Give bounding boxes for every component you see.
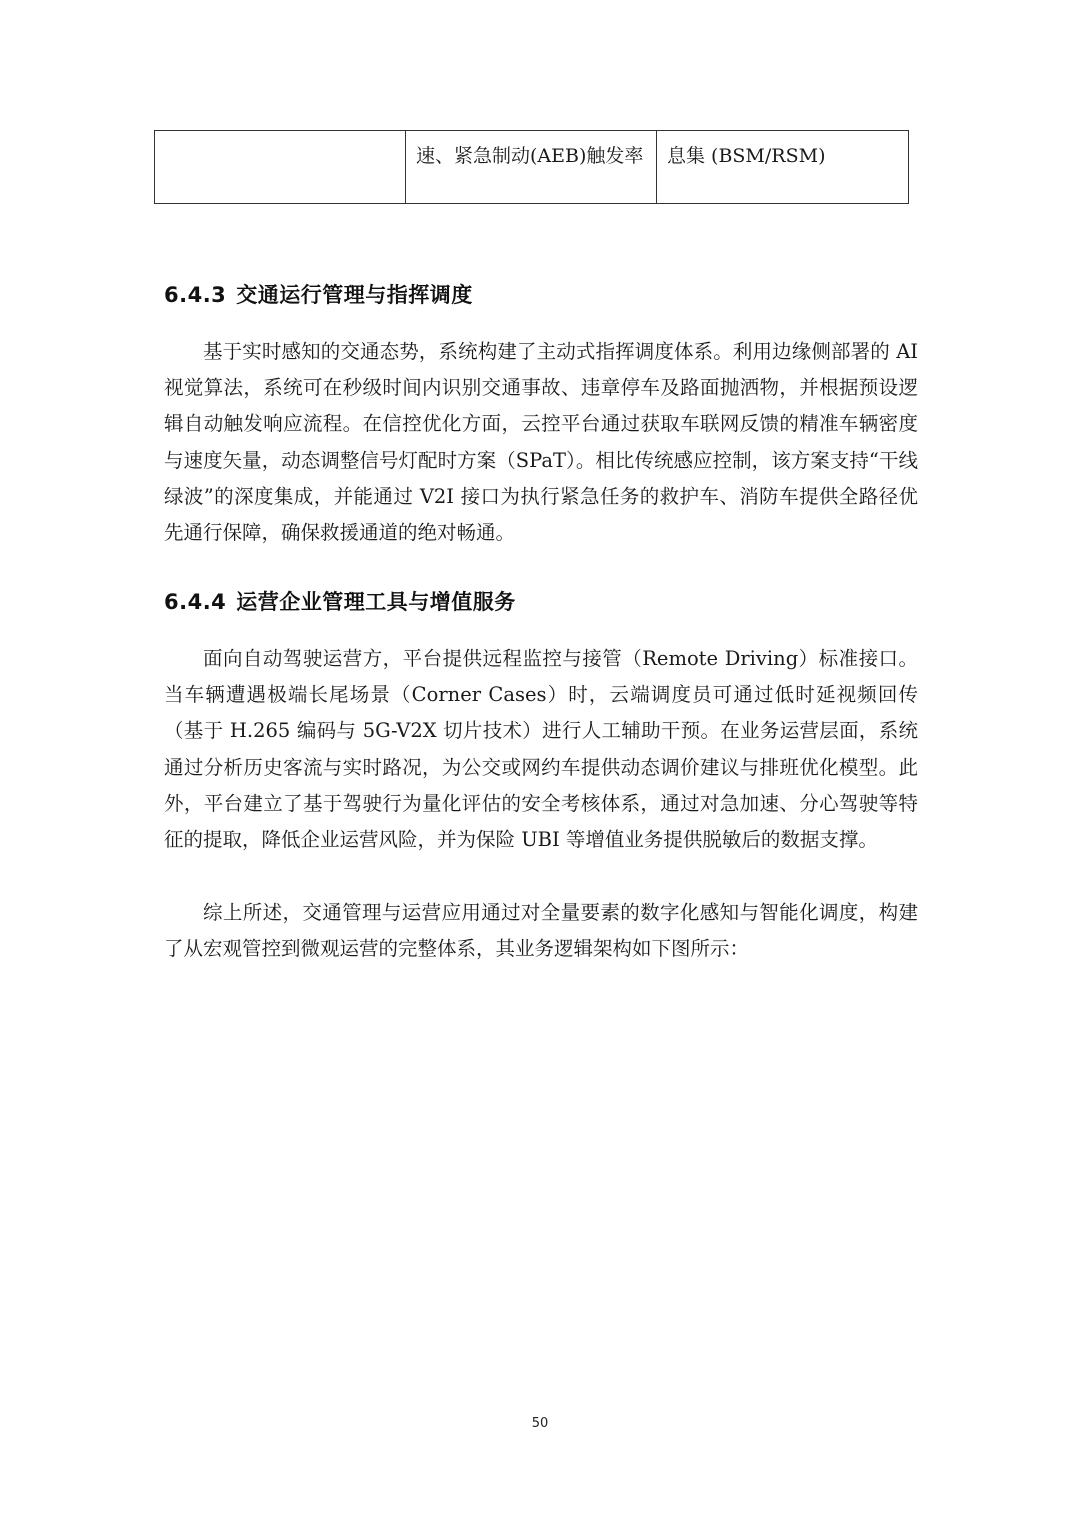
- section-number: 6.4.4: [164, 590, 227, 614]
- section-title: 交通运行管理与指挥调度: [236, 283, 473, 307]
- section-title: 运营企业管理工具与增值服务: [236, 590, 516, 614]
- body-paragraph: 面向自动驾驶运营方，平台提供远程监控与接管（Remote Driving）标准接口。当车辆遭遇极端长尾场景（Corner Cases）时，云端调度员可通过低时延视频回传（基于 H.265 编码与 5G-V2X 切片技术）进行人工辅助干预。在业务运营层面，系统通过分析历史客流与实时路况，为公交或网约车提供动态调价建议与排班优化模型。此外，平台建立了基于驾驶行为量化评估的安全考核体系，通过对急加速、分心驾驶等特征的提取，降低企业运营风险，并为保险 UBI 等增值业务提供脱敏后的数据支撑。: [164, 647, 918, 852]
- table-row: [155, 131, 909, 204]
- continued-table: [154, 130, 909, 204]
- body-paragraph: 综上所述，交通管理与运营应用通过对全量要素的数字化感知与智能化调度，构建了从宏观管控到微观运营的完整体系，其业务逻辑架构如下图所示：: [164, 901, 918, 961]
- section-number: 6.4.3: [164, 283, 227, 307]
- table-cell: [155, 131, 406, 204]
- page-number: 50: [531, 1416, 549, 1431]
- section-heading: [164, 586, 516, 616]
- table-cell: 息集 (BSM/RSM): [657, 131, 909, 204]
- body-paragraph: 基于实时感知的交通态势，系统构建了主动式指挥调度体系。利用边缘侧部署的 AI 视觉算法，系统可在秒级时间内识别交通事故、违章停车及路面抛洒物，并根据预设逻辑自动触发响应流程。在信控优化方面，云控平台通过获取车联网反馈的精准车辆密度与速度矢量，动态调整信号灯配时方案（SPaT）。相比传统感应控制，该方案支持“干线绿波”的深度集成，并能通过 V2I 接口为执行紧急任务的救护车、消防车提供全路径优先通行保障，确保救援通道的绝对畅通。: [164, 340, 918, 545]
- section-heading: [164, 279, 473, 309]
- table-cell: 速、紧急制动(AEB)触发率: [406, 131, 657, 204]
